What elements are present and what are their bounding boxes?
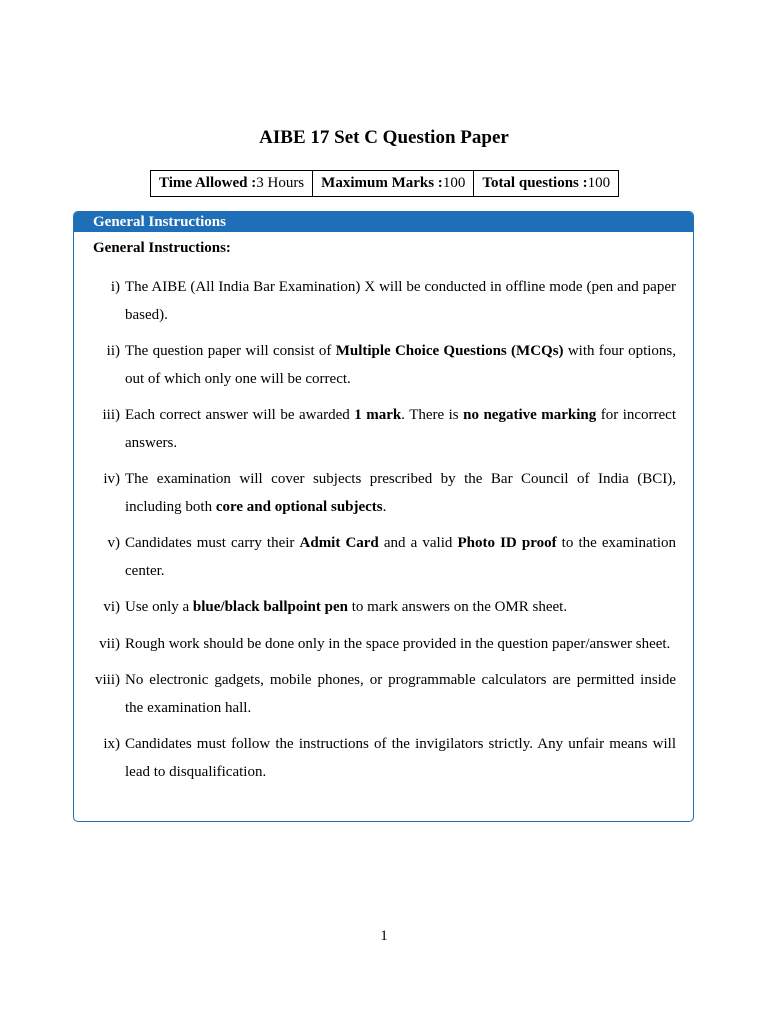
general-instructions-subtitle: General Instructions: [93,240,231,256]
instruction-item [74,594,694,622]
instruction-item [74,466,694,521]
instruction-item [74,631,694,659]
instruction-number: vii) [99,635,120,652]
exam-meta-table [150,170,619,197]
instruction-number: v) [107,535,120,551]
instruction-text-segment: Rough work should be done only in the space provided in the question paper/answer sheet. [125,635,671,652]
instruction-text [125,466,676,521]
instruction-text-segment: Candidates must carry their [125,535,300,551]
instruction-number: iv) [103,471,120,487]
instruction-emphasis: Photo ID proof [457,535,557,551]
instruction-number: ix) [103,736,120,752]
instruction-text-segment: with four options, out of which only one will be correct. [125,343,676,387]
instruction-number: iii) [102,407,120,423]
page-title: AIBE 17 Set C Question Paper [259,127,509,148]
instruction-text-segment: The examination will cover subjects prescribed by the Bar Council of India (BCI), including both [125,471,676,515]
maximum-marks-label: Maximum Marks : [321,175,443,191]
maximum-marks-cell [313,171,474,196]
instruction-list [74,274,694,795]
time-allowed-label: Time Allowed : [159,175,257,191]
instruction-emphasis: blue/black ballpoint pen [192,599,348,615]
instruction-text-segment: Each correct answer will be awarded [125,407,355,423]
instruction-emphasis: 1 mark [354,407,402,423]
time-allowed-value: 3 Hours [256,175,305,191]
page-number: 1 [380,928,388,944]
general-instructions-header: General Instructions [74,212,693,232]
instruction-emphasis: core and optional subjects [215,498,383,515]
instruction-text [125,338,676,393]
time-allowed-cell [151,171,313,196]
instruction-text [125,530,676,585]
instruction-text-segment: for incorrect answers. [125,407,676,451]
instruction-number: viii) [95,672,120,688]
instruction-text-segment: Candidates must follow the instructions of the invigilators strictly. Any unfair means will lead to disqualification. [125,736,676,780]
instruction-text-segment: The AIBE (All India Bar Examination) X will be conducted in offline mode (pen and paper based). [125,279,676,323]
instruction-number: i) [110,279,120,295]
instruction-emphasis: Admit Card [299,535,379,551]
instruction-item [74,274,694,329]
instruction-item [74,402,694,457]
instruction-text-segment: No electronic gadgets, mobile phones, or programmable calculators are permitted inside the examination hall. [125,672,676,716]
instruction-text-segment: . [382,498,387,515]
total-questions-label: Total questions : [482,175,588,191]
instruction-text-segment: Use only a [125,599,193,615]
instruction-text [125,631,676,659]
instruction-number: ii) [106,343,120,359]
instruction-text-segment: and a valid [378,535,458,551]
instruction-text [125,731,676,786]
instruction-text [125,667,676,722]
instruction-item [74,731,694,786]
general-instructions-box [73,211,694,822]
instruction-text [125,402,676,457]
total-questions-value: 100 [587,175,611,191]
maximum-marks-value: 100 [442,175,466,191]
instruction-item [74,667,694,722]
instruction-item [74,338,694,393]
instruction-text-segment: . There is [401,407,464,423]
instruction-text-segment: to mark answers on the OMR sheet. [347,599,568,615]
instruction-number: vi) [103,599,120,615]
total-questions-cell [474,171,618,196]
instruction-text-segment: The question paper will consist of [125,343,336,359]
instruction-emphasis: no negative marking [463,407,597,423]
instruction-item [74,530,694,585]
instruction-text [125,594,676,622]
instruction-text-segment: to the examination center. [125,535,677,579]
instruction-text [125,274,676,329]
instruction-emphasis: Multiple Choice Questions (MCQs) [335,343,564,359]
